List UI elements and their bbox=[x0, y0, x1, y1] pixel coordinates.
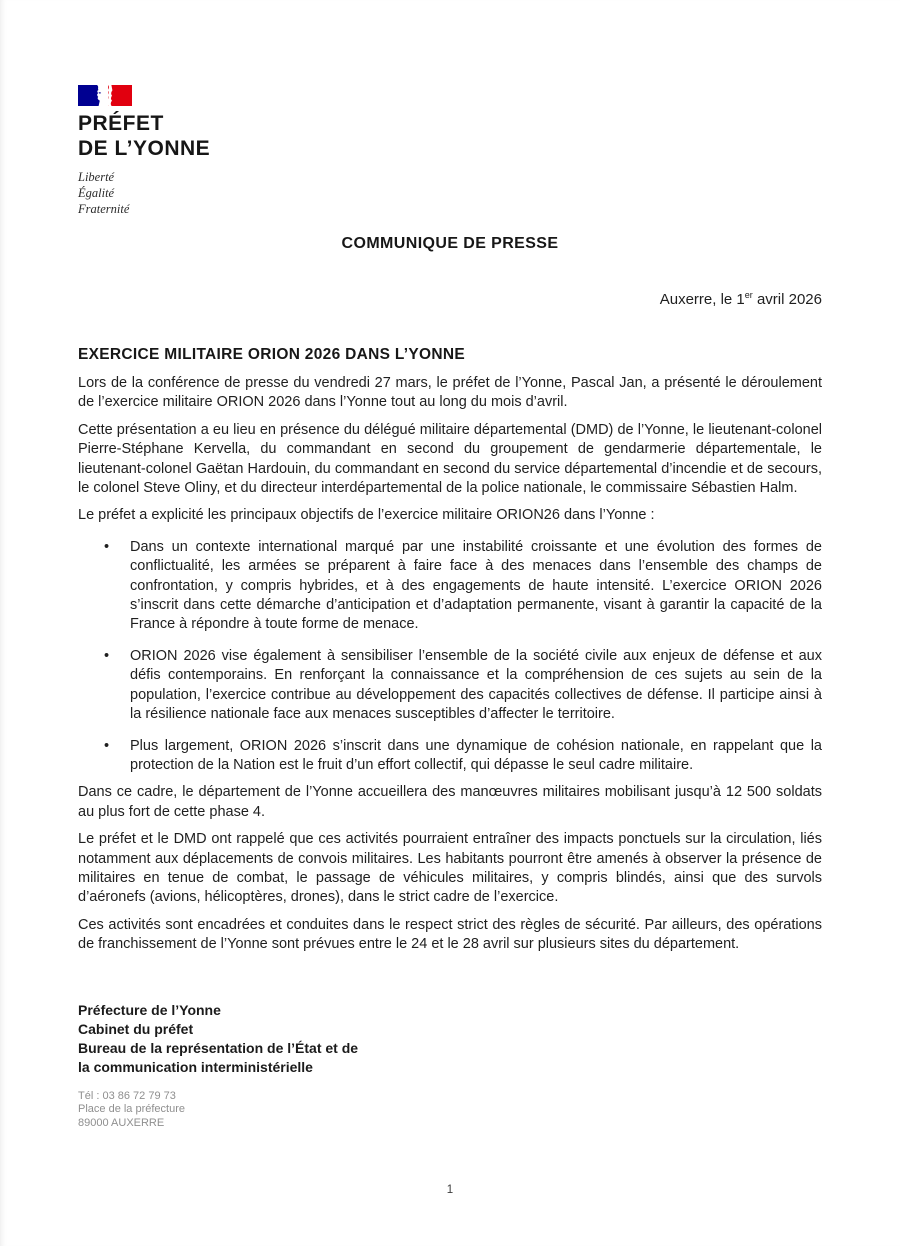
logo-brand-line-2: DE L’YONNE bbox=[78, 137, 211, 160]
paragraph-closing-1: Dans ce cadre, le département de l’Yonne accueillera des manœuvres militaires mobilisant jusqu’à 12 500 soldats au plus fort de cette phase 4. bbox=[78, 784, 822, 820]
dateline-ordinal: er bbox=[744, 290, 753, 300]
dateline-prefix: Auxerre, le 1 bbox=[659, 291, 745, 308]
page-number: 1 bbox=[446, 1184, 454, 1196]
list-item bbox=[78, 647, 822, 725]
page-footer bbox=[78, 1001, 822, 1196]
issuing-office bbox=[78, 1001, 822, 1077]
logo-motto bbox=[78, 169, 822, 217]
paragraph-closing-2: Le préfet et le DMD ont rappelé que ces activités pourraient entraîner des impacts ponctuels sur la circulation, liés notamment aux déplacements de convois militaires. Les habitants pourront être amenés à observer la présence de militaires en tenue de combat, le passage de véhicules militaires, y compris blindés, ainsi que des survols d’aéronefs (avions, hélicoptères, drones), dans le strict cadre de l’exercice. bbox=[78, 831, 822, 906]
bullet-icon: • bbox=[104, 538, 110, 555]
press-release-body bbox=[78, 346, 822, 955]
prefecture-logo bbox=[78, 85, 822, 217]
list-item bbox=[78, 538, 822, 635]
bullet-icon: • bbox=[104, 737, 110, 754]
paragraph-closing-3: Ces activités sont encadrées et conduites dans le respect strict des règles de sécurité. Par ailleurs, des opérations de franchissement de l’Yonne sont prévues entre le 24 et le 28 avril sur plusieurs sites du département. bbox=[78, 916, 822, 953]
office-line-bureau-2: la communication interministérielle bbox=[78, 1058, 313, 1075]
phone-number: Tél : 03 86 72 79 73 bbox=[78, 1089, 176, 1102]
office-line-prefecture: Préfecture de l’Yonne bbox=[78, 1001, 221, 1018]
bullet-text-2: ORION 2026 vise également à sensibiliser l’ensemble de la société civile aux enjeux de défense et aux défis contemporains. En renforçant la connaissance et la compréhension de ces sujets au sein de la population, l’exercice contribue au développement des capacités collectives de défense. Il participe ainsi à la résilience nationale face aux menaces susceptibles d’affecter le territoire. bbox=[130, 647, 822, 723]
list-item bbox=[78, 737, 822, 776]
bullet-text-3: Plus largement, ORION 2026 s’inscrit dans une dynamique de cohésion nationale, en rappelant que la protection de la Nation est le fruit d’un effort collectif, qui dépasse le seul cadre militaire. bbox=[130, 737, 822, 773]
office-line-cabinet: Cabinet du préfet bbox=[78, 1020, 194, 1037]
office-line-bureau-1: Bureau de la représentation de l’État et de bbox=[78, 1039, 359, 1056]
document-type-heading: COMMUNIQUE DE PRESSE bbox=[341, 235, 559, 252]
contact-info bbox=[78, 1090, 822, 1131]
logo-brand bbox=[78, 111, 822, 161]
paragraph-intro-3: Le préfet a explicité les principaux objectifs de l’exercice militaire ORION26 dans l’Yonne : bbox=[78, 507, 655, 524]
motto-egalite: Égalité bbox=[78, 186, 115, 200]
bullet-text-1: Dans un contexte international marqué par une instabilité croissante et une évolution des formes de conflictualité, les armées se préparent à faire face à des menaces dans l’ensemble des champs de confrontation, y compris hybrides, et à des engagements de haute intensité. L’exercice ORION 2026 s’inscrit dans cette démarche d’anticipation et d’adaptation permanente, visant à garantir la capacité de la France à répondre à toute forme de menace. bbox=[130, 538, 822, 633]
paragraph-intro-1: Lors de la conférence de presse du vendredi 27 mars, le préfet de l’Yonne, Pascal Jan, a présenté le déroulement de l’exercice militaire ORION 2026 dans l’Yonne tout au long du mois d’avril. bbox=[78, 375, 822, 411]
article-title: EXERCICE MILITAIRE ORION 2026 DANS L’YONNE bbox=[78, 346, 465, 363]
paragraph-intro-2: Cette présentation a eu lieu en présence du délégué militaire départemental (DMD) de l’Yonne, le lieutenant-colonel Pierre-Stéphane Kervella, du commandant en second du groupement de gendarmerie départementale, le lieutenant-colonel Gaëtan Hardouin, du commandant en second du service départemental d’incendie et de secours, le colonel Steve Oliny, et du directeur interdépartemental de la police nationale, le commissaire Sébastien Halm. bbox=[78, 421, 822, 497]
motto-fraternite: Fraternité bbox=[78, 202, 130, 216]
address-line-1: Place de la préfecture bbox=[78, 1103, 186, 1116]
bullet-icon: • bbox=[104, 647, 110, 664]
address-line-2: 89000 AUXERRE bbox=[78, 1116, 165, 1129]
dateline-suffix: avril 2026 bbox=[752, 291, 822, 308]
logo-brand-line-1: PRÉFET bbox=[78, 112, 164, 135]
objectives-list bbox=[78, 538, 822, 775]
french-flag-icon bbox=[78, 85, 822, 106]
dateline bbox=[78, 291, 822, 308]
motto-liberte: Liberté bbox=[78, 170, 115, 184]
